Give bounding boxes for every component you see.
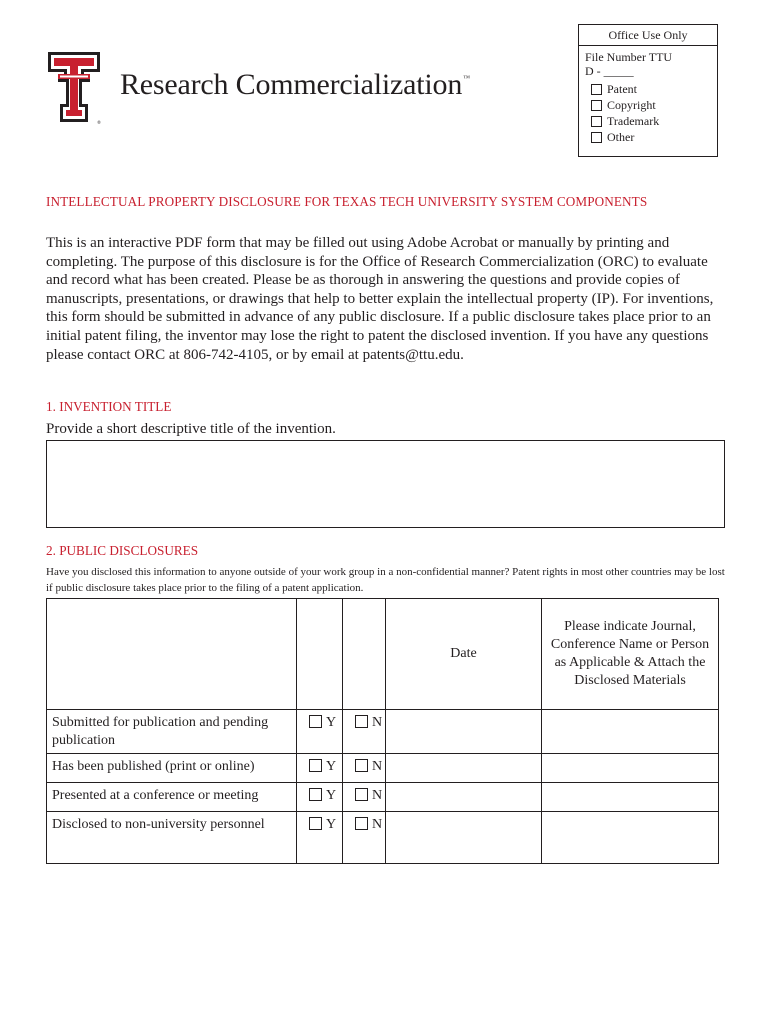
section1-prompt: Provide a short descriptive title of the invention. [46, 421, 336, 437]
yes-option[interactable] [297, 783, 343, 812]
copyright-checkbox[interactable] [591, 100, 602, 111]
no-checkbox[interactable] [355, 788, 368, 801]
other-checkbox[interactable] [591, 132, 602, 143]
office-use-heading: Office Use Only [579, 25, 717, 46]
table-row [47, 754, 719, 783]
section2-description: Have you disclosed this information to anyone outside of your work group in a non-confidential manner? Patent rights in most other countries may be lost if public disclosure takes place prior to the filing of a patent application. [46, 566, 725, 594]
details-field[interactable] [542, 812, 719, 864]
office-option-trademark[interactable] [579, 113, 717, 129]
table-row [47, 783, 719, 812]
details-field[interactable] [542, 710, 719, 754]
section1-title: 1. INVENTION TITLE [46, 399, 172, 414]
no-checkbox[interactable] [355, 759, 368, 772]
date-column-header: Date [386, 599, 542, 710]
intro-paragraph: This is an interactive PDF form that may be filled out using Adobe Acrobat or manually by printing and completing. The purpose of this disclosure is for the Office of Research Commercialization (ORC) to evaluate and record what has been created. Please be as thorough in answering the questions and provide copies of manuscripts, presentations, or drawings that help to better explain the intellectual property (IP). For inventions, this form should be submitted in advance of any public disclosure. If a public disclosure takes place prior to an initial patent filing, the inventor may lose the right to patent the disclosed invention. If you have any questions please contact ORC at 806-742-4105, or by email at patents@ttu.edu. [46, 235, 714, 363]
office-use-box [578, 24, 718, 157]
header-yes-cell [297, 599, 343, 710]
patent-checkbox[interactable] [591, 84, 602, 95]
yes-checkbox[interactable] [309, 759, 322, 772]
section2-title: 2. PUBLIC DISCLOSURES [46, 543, 199, 558]
yes-label: Y [326, 715, 337, 730]
row-label: Presented at a conference or meeting [47, 783, 297, 812]
texas-tech-logo [46, 50, 102, 126]
date-field[interactable] [386, 754, 542, 783]
row-label: Submitted for publication and pending publication [47, 710, 297, 754]
other-label: Other [607, 130, 635, 144]
yes-label: Y [326, 817, 337, 832]
copyright-label: Copyright [607, 98, 656, 112]
no-label: N [372, 715, 383, 730]
file-number-label: File Number TTU [585, 50, 673, 64]
no-option[interactable] [343, 783, 386, 812]
yes-checkbox[interactable] [309, 715, 322, 728]
yes-option[interactable] [297, 754, 343, 783]
patent-label: Patent [607, 82, 637, 96]
yes-checkbox[interactable] [309, 817, 322, 830]
file-number-prefix[interactable]: D - _____ [585, 64, 634, 78]
details-field[interactable] [542, 783, 719, 812]
double-t-logo-icon [46, 50, 102, 126]
no-label: N [372, 817, 383, 832]
row-label: Disclosed to non-university personnel [47, 812, 297, 864]
details-field[interactable] [542, 754, 719, 783]
table-header-row [47, 599, 719, 710]
no-label: N [372, 788, 383, 803]
no-option[interactable] [343, 754, 386, 783]
yes-option[interactable] [297, 812, 343, 864]
no-checkbox[interactable] [355, 715, 368, 728]
public-disclosures-table [46, 598, 719, 864]
form-heading: INTELLECTUAL PROPERTY DISCLOSURE FOR TEXAS TECH UNIVERSITY SYSTEM COMPONENTS [46, 194, 648, 209]
header-no-cell [343, 599, 386, 710]
trademark-mark: ™ [463, 74, 470, 82]
office-option-copyright[interactable] [579, 97, 717, 113]
row-label: Has been published (print or online) [47, 754, 297, 783]
no-option[interactable] [343, 710, 386, 754]
yes-label: Y [326, 788, 337, 803]
yes-label: Y [326, 759, 337, 774]
brand-name: Research Commercialization [120, 68, 463, 101]
yes-option[interactable] [297, 710, 343, 754]
office-option-other[interactable] [579, 129, 717, 145]
no-option[interactable] [343, 812, 386, 864]
invention-title-field[interactable] [46, 440, 725, 528]
indicate-column-header: Please indicate Journal, Conference Name or Person as Applicable & Attach the Disclosed Materials [542, 599, 719, 710]
no-label: N [372, 759, 383, 774]
table-row [47, 812, 719, 864]
header-blank-cell [47, 599, 297, 710]
date-field[interactable] [386, 812, 542, 864]
date-field[interactable] [386, 710, 542, 754]
yes-checkbox[interactable] [309, 788, 322, 801]
office-option-patent[interactable] [579, 81, 717, 97]
trademark-checkbox[interactable] [591, 116, 602, 127]
table-row [47, 710, 719, 754]
date-field[interactable] [386, 783, 542, 812]
trademark-label: Trademark [607, 114, 660, 128]
logo-registered-mark: ® [97, 120, 101, 125]
no-checkbox[interactable] [355, 817, 368, 830]
brand-title [120, 68, 470, 102]
